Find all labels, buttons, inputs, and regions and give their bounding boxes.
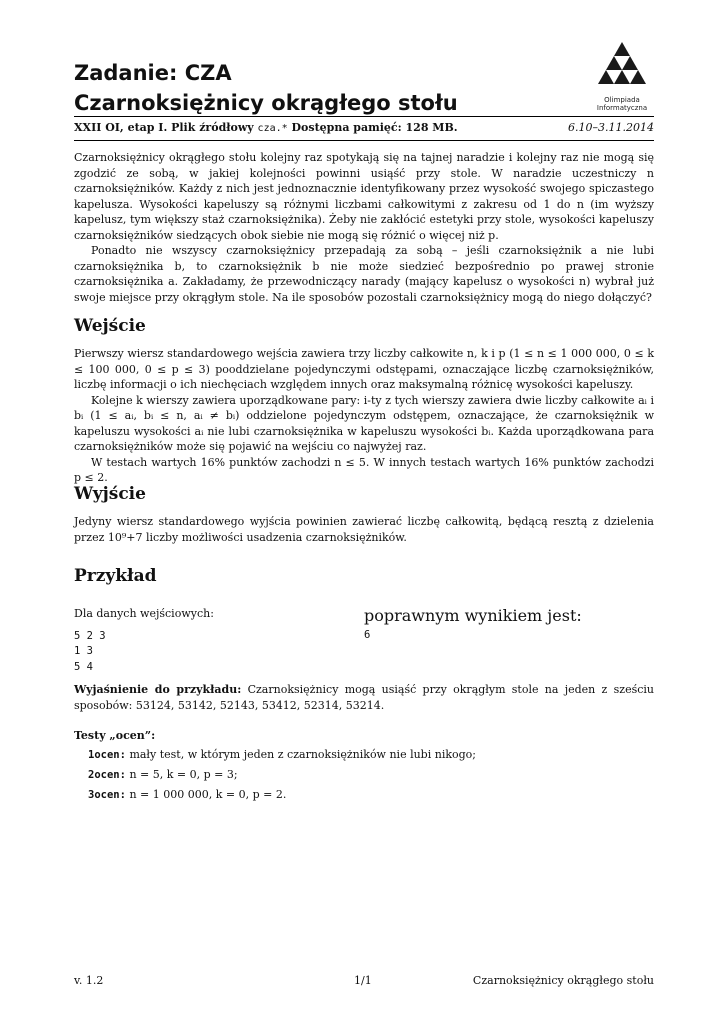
output-section — [74, 514, 654, 545]
triangles-logo-icon — [594, 40, 650, 92]
output-paragraph: Jedyny wiersz standardowego wyjścia powinien zawierać liczbę całkowitą, będącą resztą z dzielenia przez 10⁹+7 liczby możliwości usadzenia czarnoksiężników. — [74, 515, 654, 544]
meta-date: 6.10–3.11.2014 — [568, 121, 654, 134]
example-input-label: Dla danych wejściowych: — [74, 607, 214, 620]
footer-version: v. 1.2 — [74, 974, 104, 987]
input-paragraph-3: W testach wartych 16% punktów zachodzi n ≤ 5. W innych testach wartych 16% punktów zachodzi p ≤ 2. — [74, 455, 654, 484]
test-description: n = 5, k = 0, p = 3; — [129, 768, 238, 781]
task-meta — [74, 121, 654, 134]
example-output-label: poprawnym wynikiem jest: — [364, 606, 582, 625]
intro-paragraph-1: Czarnoksiężnicy okrągłego stołu kolejny raz spotykają się na tajnej naradzie i kolejny raz nie mogą się zgodzić ze sobą, w jakiej kolejności powinni usiąść przy stole. W naradzie uczestniczy n czarnoksiężników. Każdy z nich jest jednoznacznie identyfikowany przez wysokość swojego spiczastego kapelusza. Wysokości kapeluszy są różnymi liczbami całkowitymi z zakresu od 1 do n (im wyższy kapelusz, tym większy staż czarnoksiężnika). Żeby nie zakłócić estetyki przy stole, wysokości kapeluszy czarnoksiężników siedzących obok siebie nie mogą się różnić o więcej niż p. — [74, 151, 654, 242]
example-input-line: 5 4 — [74, 660, 93, 673]
test-item — [74, 765, 654, 785]
logo-line-1: Olimpiada — [604, 96, 640, 104]
intro-section — [74, 150, 654, 305]
input-paragraph-1: Pierwszy wiersz standardowego wejścia zawiera trzy liczby całkowite n, k i p (1 ≤ n ≤ 1 000 000, 0 ≤ k ≤ 100 000, 0 ≤ p ≤ 3) pooddzielane pojedynczymi odstępami, oznaczające liczbę czarnoksiężników, liczbę informacji o ich niechęciach względem innych oraz maksymalną różnicę wysokości kapeluszy. — [74, 347, 654, 391]
header-rule-top — [74, 116, 654, 117]
footer-page-number: 1/1 — [354, 974, 372, 987]
meta-file: cza.* — [257, 123, 288, 134]
task-code-title: Zadanie: CZA — [74, 61, 232, 85]
page-title — [74, 58, 458, 118]
footer-task-name: Czarnoksiężnicy okrągłego stołu — [472, 974, 654, 987]
tests-heading: Testy „ocen”: — [74, 729, 156, 742]
intro-paragraph-2: Ponadto nie wszyscy czarnoksiężnicy przepadają za sobą – jeśli czarnoksiężnik a nie lubi czarnoksiężnika b, to czarnoksiężnik b nie może siedzieć bezpośrednio po prawej stronie czarnoksiężnika a. Zakładamy, że przewodniczący narady (mający kapelusz o wysokości n) wybrał już swoje miejsce przy okrągłym stole. Na ile sposobów pozostali czarnoksiężnicy mogą do niego dołączyć? — [74, 244, 654, 304]
example-output-line: 6 — [364, 629, 371, 641]
meta-memory: Dostępna pamięć: 128 MB. — [291, 121, 458, 134]
test-name: 2ocen: — [88, 769, 126, 781]
test-description: mały test, w którym jeden z czarnoksiężników nie lubi nikogo; — [129, 748, 477, 761]
test-item — [74, 785, 654, 805]
document-page — [74, 0, 654, 1024]
test-name: 1ocen: — [88, 749, 126, 761]
example-input-line: 1 3 — [74, 645, 93, 657]
input-heading: Wejście — [74, 316, 146, 336]
example-input-line: 5 2 3 — [74, 629, 106, 642]
example-section — [74, 606, 654, 675]
output-heading: Wyjście — [74, 484, 146, 504]
test-description: n = 1 000 000, k = 0, p = 2. — [129, 788, 287, 801]
tests-section — [74, 727, 654, 805]
example-heading: Przykład — [74, 566, 157, 586]
input-section — [74, 346, 654, 486]
task-name-title: Czarnoksiężnicy okrągłego stołu — [74, 91, 458, 115]
logo-line-2: Informatyczna — [596, 104, 648, 112]
header-rule-bottom — [74, 140, 654, 141]
test-name: 3ocen: — [88, 789, 126, 801]
input-paragraph-2: Kolejne k wierszy zawiera uporządkowane pary: i-ty z tych wierszy zawiera dwie liczby całkowite aᵢ i bᵢ (1 ≤ aᵢ, bᵢ ≤ n, aᵢ ≠ bᵢ) oddzielone pojedynczym odstępem, oznaczające, że czarnoksiężnik w kapeluszu wysokości aᵢ nie lubi czarnoksiężnika w kapeluszu wysokości bᵢ. Każda uporządkowana para czarnoksiężników może się pojawić na wejściu co najwyżej raz. — [74, 393, 654, 453]
explanation-text: Czarnoksiężnicy mogą usiąść przy okrągłym stole na jeden z sześciu sposobów: 53124, 53142, 52143, 53412, 52314, 53214. — [74, 683, 654, 712]
test-item — [74, 745, 654, 765]
example-explanation — [74, 682, 654, 713]
meta-stage: XXII OI, etap I. Plik źródłowy — [74, 121, 254, 134]
explanation-label: Wyjaśnienie do przykładu: — [74, 683, 242, 696]
page-footer — [74, 974, 654, 987]
olympiad-logo — [590, 40, 654, 112]
